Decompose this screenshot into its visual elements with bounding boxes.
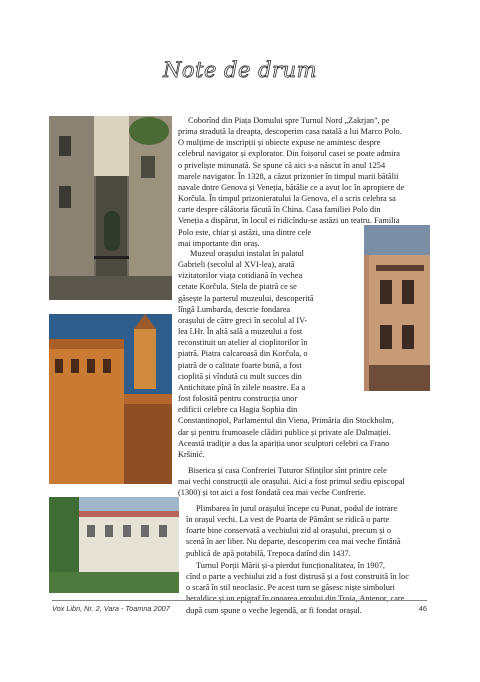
text-line: lea î.Hr. În altă sală a muzeului a fost bbox=[178, 327, 303, 337]
text-line: carte despre călătoria făcută în China. Casa familiei Polo din bbox=[178, 205, 381, 215]
text-line: cînd o parte a vechiului zid a fost distrusă și a fost construită în loc bbox=[186, 572, 409, 582]
text-line: găsește la parterul muzeului, descoperită bbox=[178, 293, 314, 303]
text-line: Constantinopol, Parlamentul din Viena, Primăria din Stockholm, bbox=[178, 416, 394, 426]
photo-narrow-street bbox=[49, 116, 172, 300]
text-line: Muzeul orașului instalat în palatul bbox=[190, 249, 305, 258]
text-line: orașului de către greci în secolul al IV- bbox=[178, 315, 308, 325]
text-line: edificii celebre ca Hagia Sophia din bbox=[178, 405, 298, 415]
journal-citation: Vox Libri, Nr. 2, Vara - Toamna 2007 bbox=[52, 604, 170, 613]
photo-waterfront-building bbox=[49, 497, 179, 593]
paragraph-confraternity bbox=[178, 465, 431, 498]
footer-rule bbox=[52, 600, 427, 601]
text-line: vizitatorilor viața cotidiană în vechea bbox=[178, 271, 303, 281]
text-line: o scară în stil neoclasic. Pe acest turn se găsesc niște simboluri bbox=[186, 583, 396, 593]
text-line: mai vechi construcții ale orașului. Aici a fost primul sediu episcopal bbox=[178, 477, 405, 487]
text-line: Veneția a dispărut, în locul ei ridicîndu-se astăzi un teatru. Familia bbox=[178, 216, 400, 226]
text-line: în orașul vechi. La vest de Poarta de Pământ se ridică o parte bbox=[186, 515, 390, 525]
text-line: prima stradută la dreapta, descoperim casa natală a lui Marco Polo. bbox=[178, 127, 402, 137]
text-line: marele navigator. În 1328, a căzut prizonier în timpul marii bătălii bbox=[178, 171, 399, 181]
text-line: O mulțime de inscripții și obiecte expuse ne amintesc despre bbox=[178, 138, 381, 148]
text-line: după cum spune o veche legendă, ar fi fondat orașul. bbox=[186, 605, 362, 615]
text-line: Plimbarea în jurul orașului începe cu Punat, podul de intrare bbox=[196, 504, 398, 513]
page-title: Note de drum bbox=[162, 58, 318, 82]
text-line: Korčula. În timpul prizonieratului la Genova, el a scris celebra sa bbox=[178, 194, 396, 204]
text-line: Biserica și casa Confreriei Tuturor Sfinților sînt printre cele bbox=[188, 466, 387, 475]
paragraph-city-walk bbox=[186, 503, 431, 559]
photo-tower-sunset bbox=[49, 314, 172, 484]
text-line: dar și pentru frumoasele clădiri publice și private ale Dalmației. bbox=[178, 427, 391, 437]
text-line: Kršinić. bbox=[178, 449, 205, 459]
text-line: Această tradiție a dus la apariția unor sculptori celebri ca Frano bbox=[178, 438, 390, 448]
text-line: piatră. Piatra calcaroasă din Korčula, o bbox=[178, 349, 308, 359]
text-line: lîngă Lumbarda, descrie fondarea bbox=[178, 304, 291, 314]
text-line: celebrul navigator și explorator. Din foișorul casei se poate admira bbox=[178, 149, 400, 159]
text-line: Turnul Porții Mării și-a pierdut funcționalitatea, în 1907, bbox=[196, 561, 386, 570]
page-footer bbox=[52, 604, 427, 613]
page-number: 46 bbox=[418, 604, 427, 613]
text-line: reconstituit un atelier al cioplitorilor în bbox=[178, 338, 308, 348]
text-line: scenă în aer liber. Nu departe, descoperim cea mai veche fîntână bbox=[186, 537, 401, 547]
text-line: piatră de o calitate foarte bună, a fost bbox=[178, 360, 302, 370]
text-line: o priveliște minunată. Se spune că aici s-a născut în anul 1254 bbox=[178, 160, 386, 170]
text-line: mai importante din oraș. bbox=[178, 238, 260, 248]
text-line: navale dntre Genova și Veneția, bătălie ce a avut loc în apropiere de bbox=[178, 182, 405, 192]
text-line: publică de apă potabilă, Trepoca datînd din 1437. bbox=[186, 548, 351, 558]
text-line: heraldice și un epigraf în onoarea eroului din Troia, Antenor, care bbox=[186, 594, 405, 604]
paragraph-city-museum bbox=[178, 248, 431, 460]
text-line: Gabrieli (secolul al XVI-lea), arată bbox=[178, 260, 295, 270]
text-line: cioplită și vîndută cu mult succes din bbox=[178, 371, 302, 381]
text-line: cetate Korčula. Stela de piatră ce se bbox=[178, 282, 297, 292]
text-line: Antichitate pînă în zilele noastre. Ea a bbox=[178, 382, 306, 392]
text-line: fost folosită pentru construcția unor bbox=[178, 394, 298, 404]
text-line: (1300) și tot aici a fost fondată cea mai veche Confrerie. bbox=[178, 488, 366, 498]
paragraph-marco-polo bbox=[178, 115, 431, 249]
text-line: foarte bine conservată a vechiului zid al orașului, precum și o bbox=[186, 526, 392, 536]
text-line: Coborînd din Piața Domului spre Turnul Nord „Zakrjan", pe bbox=[188, 116, 390, 125]
text-line: Polo este, chiar și astăzi, una dintre cele bbox=[178, 227, 312, 237]
